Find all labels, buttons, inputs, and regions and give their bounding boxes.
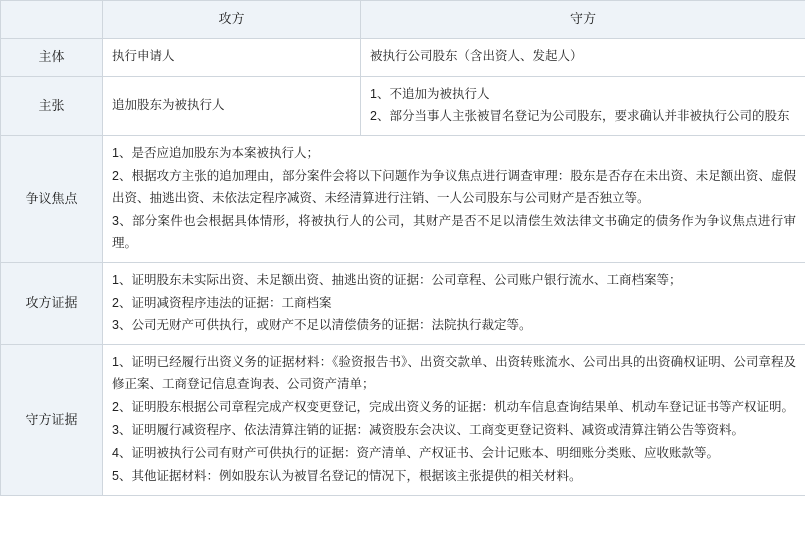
cell-claim-defender (361, 76, 805, 136)
cell-line: 2、证明股东根据公司章程完成产权变更登记，完成出资义务的证据：机动车信息查询结果单、机动车登记证书等产权证明。 (112, 400, 794, 414)
cell-lines (112, 46, 351, 68)
table-row (1, 38, 805, 76)
cell-line: 1、是否应追加股东为本案被执行人； (112, 146, 319, 161)
cell-subject-attacker (103, 38, 361, 76)
row-label-defender-evidence: 守方证据 (1, 345, 103, 495)
cell-lines (370, 46, 796, 68)
cell-line: 2、证明减资程序违法的证据：工商档案 (112, 295, 332, 310)
table-row (1, 76, 805, 136)
table-row (1, 262, 805, 345)
table-row (1, 136, 805, 262)
cell-lines (112, 270, 796, 338)
cell-claim-attacker (103, 76, 361, 136)
cell-line: 追加股东为被执行人 (112, 97, 225, 112)
cell-lines (370, 84, 796, 129)
header-corner-cell (1, 1, 103, 39)
cell-subject-defender (361, 38, 805, 76)
header-defender: 守方 (361, 1, 805, 39)
row-label-attacker-evidence: 攻方证据 (1, 262, 103, 345)
cell-line: 2、部分当事人主张被冒名登记为公司股东，要求确认并非被执行公司的股东 (370, 109, 790, 124)
cell-line: 3、部分案件也会根据具体情形，将被执行人的公司，其财产是否不足以清偿生效法律文书确定的债务作为争议焦点进行审理。 (112, 213, 796, 250)
row-label-subject: 主体 (1, 38, 103, 76)
cell-line: 执行申请人 (112, 49, 175, 64)
table-row (1, 345, 805, 495)
cell-disputed-issues (103, 136, 805, 262)
cell-line: 3、证明履行减资程序、依法清算注销的证据：减资股东会决议、工商变更登记资料、减资或清算注销公告等资料。 (112, 422, 744, 437)
cell-lines (112, 352, 796, 487)
cell-lines (112, 143, 796, 254)
row-label-claim: 主张 (1, 76, 103, 136)
cell-line: 3、公司无财产可供执行，或财产不足以清偿债务的证据：法院执行裁定等。 (112, 318, 532, 333)
cell-defender-evidence (103, 345, 805, 495)
row-label-disputed-issues: 争议焦点 (1, 136, 103, 262)
table-body (1, 38, 805, 495)
cell-line: 4、证明被执行公司有财产可供执行的证据：资产清单、产权证书、会计记账本、明细账分类账、应收账款等。 (112, 445, 719, 460)
cell-line: 1、证明股东未实际出资、未足额出资、抽逃出资的证据：公司章程、公司账户银行流水、工商档案等； (112, 272, 682, 287)
cell-line: 1、不追加为被执行人 (370, 86, 490, 101)
cell-line: 2、根据攻方主张的追加理由，部分案件会将以下问题作为争议焦点进行调查审理：股东是否存在未出资、未足额出资、虚假出资、抽逃出资、未依法定程序减资、未经清算进行注销、一人公司股东与公司财产是否独立等。 (112, 169, 796, 205)
header-attacker: 攻方 (103, 1, 361, 39)
table-header-row (1, 1, 805, 39)
cell-line: 被执行公司股东（含出资人、发起人） (370, 49, 583, 64)
cell-line: 1、证明已经履行出资义务的证据材料：《验资报告书》、出资交款单、出资转账流水、公司出具的出资确权证明、公司章程及修正案、工商登记信息查询表、公司资产清单； (112, 355, 796, 392)
cell-lines (112, 95, 351, 117)
cell-line: 5、其他证据材料：例如股东认为被冒名登记的情况下，根据该主张提供的相关材料。 (112, 468, 582, 483)
cell-attacker-evidence (103, 262, 805, 345)
table-header (1, 1, 805, 39)
